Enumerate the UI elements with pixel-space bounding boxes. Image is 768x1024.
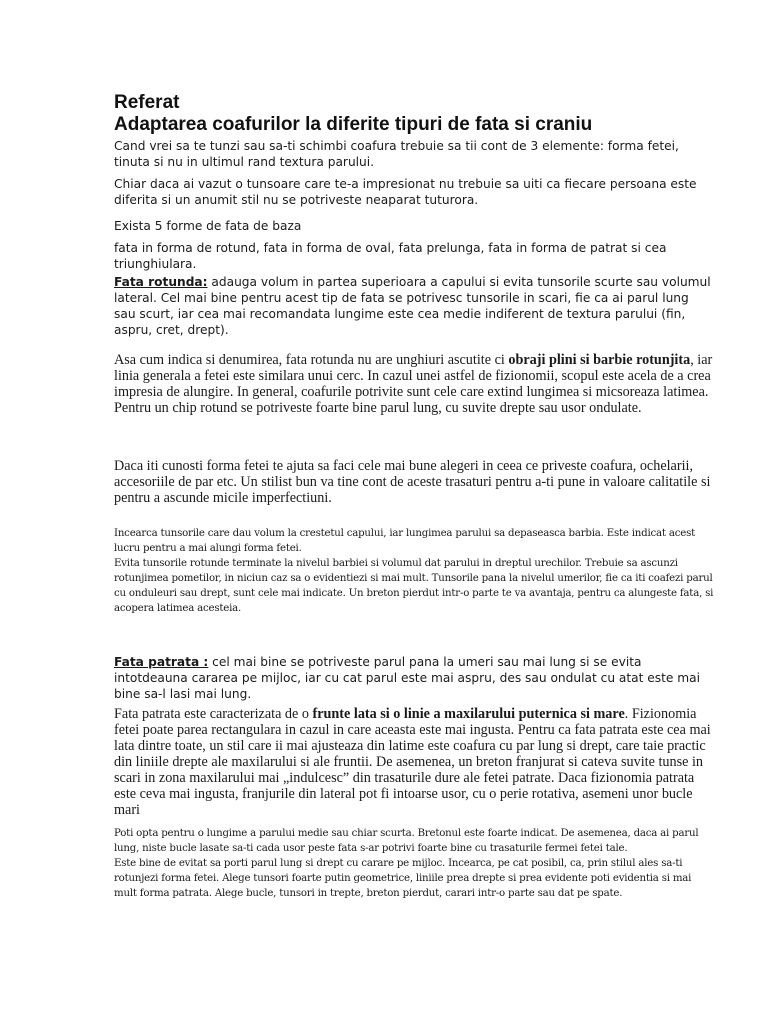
patrata-small-note-2: Este bine de evitat sa porti parul lung si drept cu carare pe mijloc. Incearca, pe cat posibil, ca, prin stilul ales sa-ti rotunjezi forma fetei. Alege tunsori foarte putin geometrice, liniile prea drepte si prea evidente poti evidentia si mai mult forma patrata. Alege bucle, tunsori in trepte, breton pierdut, carari intr-o parte sau dat pe spate. — [114, 858, 692, 899]
rotunda-p2-a: Asa cum indica si denumirea, fata rotunda nu are unghiuri ascutite ci — [114, 352, 509, 368]
section-label-patrata: Fata patrata : — [114, 655, 209, 669]
document-title — [114, 92, 592, 136]
patrata-text: cel mai bine se potriveste parul pana la umeri sau mai lung si se evita intotdeauna cararea pe mijloc, iar cu cat parul este mai aspru, des sau ondulat cu atat este mai bine sa-l lasi mai lung. — [114, 655, 701, 701]
rotunda-small-notes — [114, 526, 714, 616]
section-fata-rotunda — [114, 274, 714, 338]
patrata-p2-b: . Fizionomia fetei poate parea rectangulara in cazul in care aceasta este mai ingusta. Pentru ca fata patrata este cea mai lata dintre toate, un stil care ii mai ajusteaza din latime este coafura cu par lung si drept, care taie practic din liniile drepte ale maxilarului si ale fruntii. De asemenea, un breton franjurat si cateva suvite tunse in scari in zona maxilarului mai „indulcesc” din trasaturile dure ale fetei patrate. Daca fizionomia patrata este ceva mai ingusta, franjurile din lateral pot fi intoarse usor, cu o perie rotativa, asemeni unor bucle mari — [114, 706, 711, 818]
section-fata-patrata — [114, 654, 714, 702]
intro-paragraph-1: Cand vrei sa te tunzi sau sa-ti schimbi coafura trebuie sa tii cont de 3 elemente: forma fetei, tinuta si nu in ultimul rand textura parului. — [114, 139, 679, 169]
rotunda-p2-bold: obraji plini si barbie rotunjita — [508, 352, 691, 368]
rotunda-small-note-1: Incearca tunsorile care dau volum la crestetul capului, iar lungimea parului sa depaseasca barbia. Este indicat acest lucru pentru a mai alungi forma fetei. — [114, 528, 695, 554]
patrata-small-notes — [114, 826, 714, 901]
intro-paragraph-2: Chiar daca ai vazut o tunsoare care te-a impresionat nu trebuie sa uiti ca fiecare persoana este diferita si un anumit stil nu se potriveste neaparat tuturora. — [114, 177, 697, 207]
rotunda-p2-b: , iar linia generala a fetei este similara unui cerc. In cazul unei astfel de fizionomii, scopul este acela de a crea impresia de alungire. In general, coafurile potrivite sunt cele care extind lungimea si micsoreaza latimea. Pentru un chip rotund se potriveste foarte bine parul lung, cu suvite drepte sau usor ondulate. — [114, 352, 713, 416]
section-label-rotunda: Fata rotunda: — [114, 275, 208, 289]
patrata-small-note-1: Poti opta pentru o lungime a parului medie sau chiar scurta. Bretonul este foarte indicat. De asemenea, daca ai parul lung, niste bucle lasate sa-ti cada usor peste fata s-ar potrivi foarte bine cu trasaturile fermei fetei tale. — [114, 828, 699, 854]
rotunda-paragraph-3: Daca iti cunosti forma fetei te ajuta sa faci cele mai bune alegeri in ceea ce priveste coafura, ochelarii, accesoriile de par etc. Un stilist bun va tine cont de aceste trasaturi pentru a-ti pune in valoare calitatile si pentru a ascunde micile imperfectiuni. — [114, 458, 711, 506]
patrata-paragraph-2 — [114, 706, 714, 818]
rotunda-paragraph-2 — [114, 352, 714, 416]
title-line-1: Referat — [114, 92, 180, 113]
rotunda-small-note-2: Evita tunsorile rotunde terminate la nivelul barbiei si volumul dat parului in dreptul urechilor. Trebuie sa ascunzi rotunjimea pometilor, in niciun caz sa o evidentiezi si mai mult. Tunsorile pana la nivelul umerilor, fie ca iti coafezi parul cu onduleuri sau drept, sunt cele mai indicate. Un breton pierdut intr-o parte te va avantaja, pentru ca alungeste fata, si acopera latimea acesteia. — [114, 558, 714, 614]
intro-paragraph-3: Exista 5 forme de fata de baza — [114, 219, 302, 233]
patrata-p2-a: Fata patrata este caracterizata de o — [114, 706, 313, 722]
title-line-2: Adaptarea coafurilor la diferite tipuri de fata si craniu — [114, 114, 593, 135]
rotunda-text: adauga volum in partea superioara a capului si evita tunsorile scurte sau volumul lateral. Cel mai bine pentru acest tip de fata se potrivesc tunsorile in scari, fie ca ai parul lung sau scurt, iar cea mai recomandata lungime este cea medie indiferent de textura parului (fin, aspru, cret, drept). — [114, 275, 711, 337]
intro-paragraph-4: fata in forma de rotund, fata in forma de oval, fata prelunga, fata in forma de patrat si cea triunghiulara. — [114, 241, 667, 271]
patrata-p2-bold: frunte lata si o linie a maxilarului puternica si mare — [312, 706, 625, 722]
